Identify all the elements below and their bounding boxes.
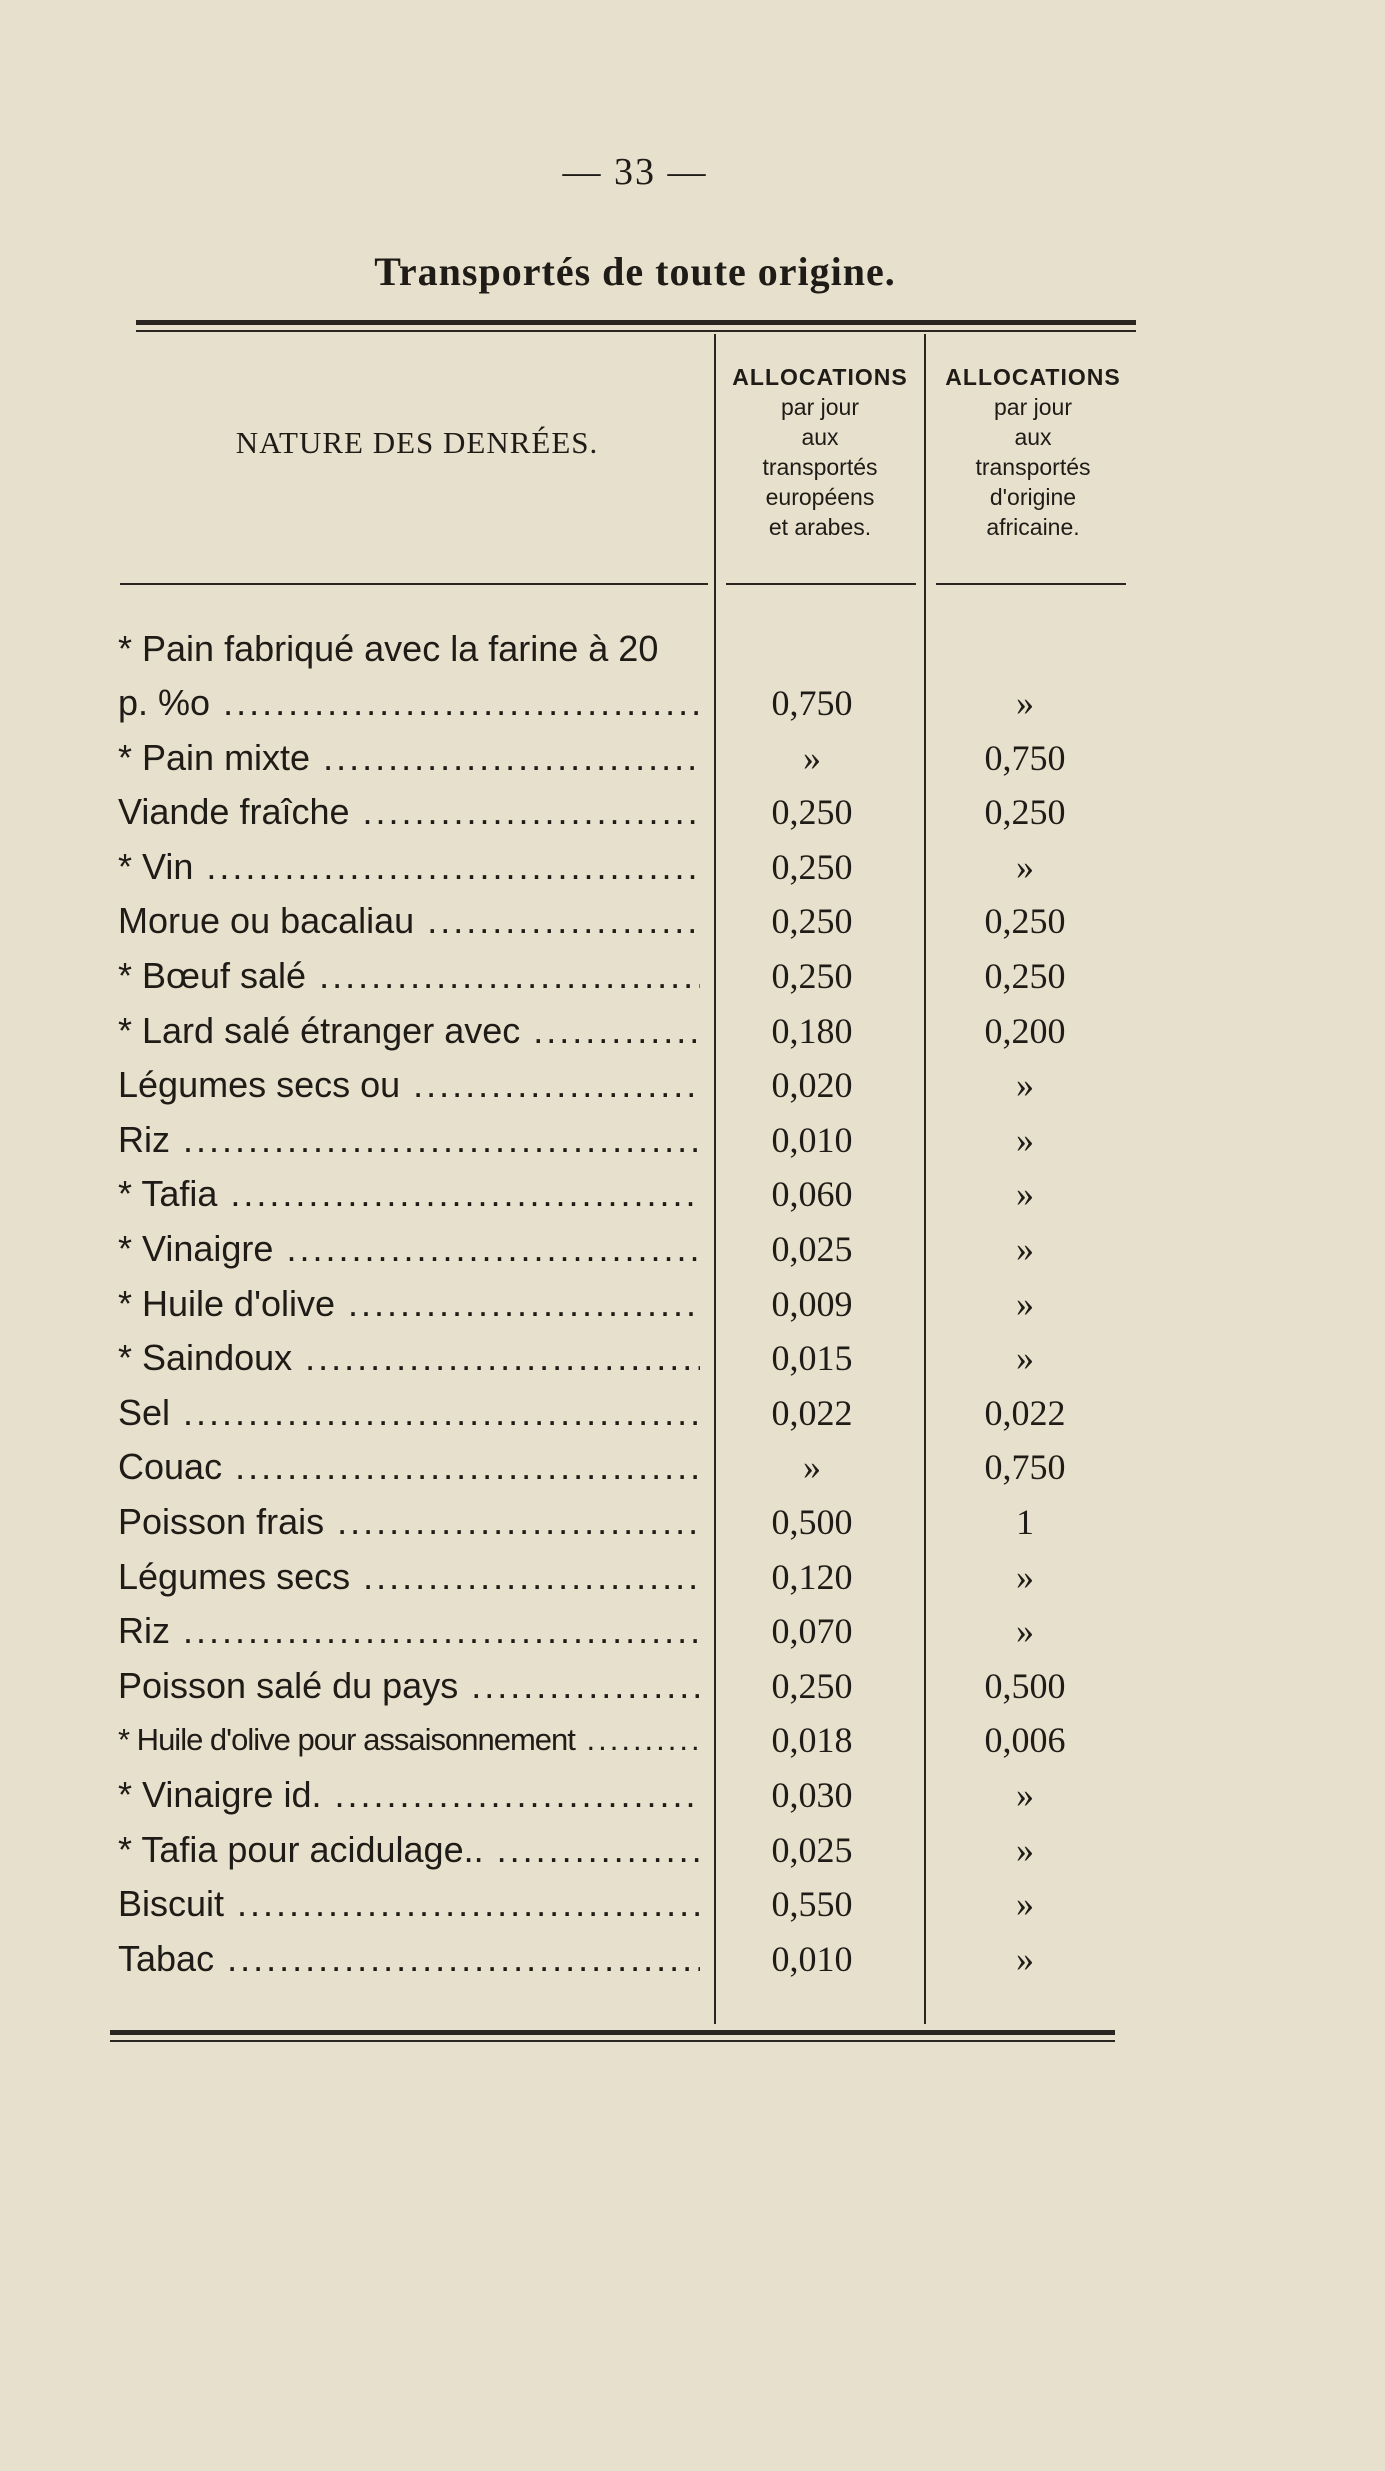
table-row [0,1058,1385,1112]
table-row [0,1768,1385,1822]
header-col2-line: d'origine [989,484,1077,510]
table-row [0,1604,1385,1658]
item-label: * Vinaigre ..... [118,1222,700,1276]
value-africans: » [1016,1611,1034,1652]
value-africans: » [1016,1556,1034,1597]
table-row [0,1167,1385,1221]
header-col1-line: transportés [762,454,878,480]
table-row [0,1004,1385,1058]
value-europeans: 0,009 [771,1283,853,1324]
value-europeans: 0,025 [771,1829,853,1870]
value-africans: » [1016,1338,1034,1379]
item-label: * Saindoux ..... [118,1331,700,1385]
item-label: * Tafia pour acidulage.. ..... [118,1823,700,1877]
value-africans: » [1016,1119,1034,1160]
header-nature: NATURE DES DENRÉES. [235,425,599,460]
value-europeans: 0,550 [771,1884,853,1925]
value-europeans: 0,022 [771,1392,853,1433]
item-label: * Huile d'olive ..... [118,1277,700,1331]
value-africans: 0,250 [984,956,1066,996]
first-item-line1: * Pain fabriqué avec la farine à 20 [118,628,659,669]
value-europeans: 0,120 [771,1556,853,1597]
value-europeans: 0,010 [771,1119,853,1160]
value-africans: 0,250 [984,792,1066,833]
top-rule-thick [136,320,1136,325]
table-row [0,1222,1385,1276]
table-row [0,1550,1385,1604]
value-europeans: 0,180 [771,1010,853,1051]
item-label: Légumes secs ..... [118,1550,700,1604]
value-europeans: 0,250 [771,901,853,942]
item-label: Légumes secs ou ..... [118,1058,700,1112]
value-europeans: 0,250 [771,1665,853,1706]
table-row [0,1932,1385,1986]
value-europeans: 0,060 [771,1174,853,1215]
top-rule-thin [136,330,1136,332]
value-africans: 0,250 [984,901,1066,942]
table-row [0,894,1385,948]
table-row [0,1440,1385,1494]
value-africans: » [1016,683,1034,723]
value-europeans: » [803,737,821,778]
value-europeans: 0,015 [771,1338,853,1379]
value-africans: 0,200 [984,1010,1066,1051]
value-europeans: 0,250 [771,846,853,887]
value-africans: » [1016,1065,1034,1106]
table-row [0,676,1385,730]
value-europeans: 0,025 [771,1229,853,1269]
header-col2-line: transportés [975,454,1091,480]
header-col1-line: européens [765,484,875,510]
item-label: p. %o ..... [118,676,700,730]
value-africans: » [1016,1775,1034,1815]
header-col2-line: africaine. [986,514,1080,540]
item-label: Poisson frais ..... [118,1495,700,1549]
value-africans: » [1016,1283,1034,1324]
item-label: * Lard salé étranger avec ..... [118,1004,700,1058]
value-africans: » [1016,846,1034,887]
header-col1-line: par jour [781,394,859,420]
value-africans: 1 [1016,1502,1034,1542]
item-label: Tabac ..... [118,1932,700,1986]
header-rule-col2 [936,583,1126,585]
table-row [0,1277,1385,1331]
value-africans: » [1016,1884,1034,1925]
header-col-europeans [716,362,924,542]
table-row [0,1713,1385,1767]
value-europeans: » [803,1447,821,1488]
value-africans: 0,750 [984,737,1066,778]
header-col1-line: et arabes. [768,514,872,540]
header-col-africans [926,362,1140,542]
table-row [0,1659,1385,1713]
table-row [0,1113,1385,1167]
header-rule-col1 [726,583,916,585]
value-africans: 0,006 [984,1720,1066,1761]
value-europeans: 0,018 [771,1720,853,1761]
item-label: Poisson salé du pays ..... [118,1659,700,1713]
value-europeans: 0,250 [771,956,853,996]
item-label: * Tafia ..... [118,1167,700,1221]
page-title: Transportés de toute origine. [374,249,896,294]
header-col1-line: aux [801,424,839,450]
value-africans: 0,022 [984,1392,1066,1433]
table-row [0,840,1385,894]
value-europeans: 0,020 [771,1065,853,1106]
value-africans: » [1016,1829,1034,1870]
item-label: Biscuit ..... [118,1877,700,1931]
item-label: Riz ..... [118,1113,700,1167]
bottom-rule-thick [110,2030,1115,2035]
item-label: Riz ..... [118,1604,700,1658]
item-label: Viande fraîche ..... [118,785,700,839]
table-row [0,1331,1385,1385]
header-col1-line: ALLOCATIONS [732,364,908,390]
value-africans: 0,750 [984,1447,1066,1488]
header-rule-nature [120,583,708,585]
item-label: * Vin ..... [118,840,700,894]
value-africans: » [1016,1174,1034,1215]
table-row [0,1823,1385,1877]
page-number: — 33 — [562,151,708,193]
header-col2-line: par jour [994,394,1072,420]
header-col2-line: ALLOCATIONS [945,364,1121,390]
item-label: * Bœuf salé ..... [118,949,700,1003]
item-label: Sel ..... [118,1386,700,1440]
value-africans: 0,500 [984,1665,1066,1706]
item-label: Morue ou bacaliau ..... [118,894,700,948]
item-label: * Pain mixte ..... [118,731,700,785]
table-row [0,731,1385,785]
value-europeans: 0,070 [771,1611,853,1652]
table-row [0,1495,1385,1549]
table-row [0,1386,1385,1440]
table-row [0,1877,1385,1931]
value-europeans: 0,750 [771,683,853,723]
item-label: Couac ..... [118,1440,700,1494]
value-africans: » [1016,1229,1034,1269]
header-col2-line: aux [1014,424,1052,450]
value-europeans: 0,030 [771,1775,853,1815]
value-europeans: 0,500 [771,1502,853,1542]
value-europeans: 0,250 [771,792,853,833]
value-africans: » [1016,1938,1034,1979]
table-row [0,949,1385,1003]
item-label: * Vinaigre id. ..... [118,1768,700,1822]
table-row [0,785,1385,839]
value-europeans: 0,010 [771,1938,853,1979]
item-label: * Huile d'olive pour assaisonnement ..... [118,1713,700,1767]
bottom-rule-thin [110,2040,1115,2042]
